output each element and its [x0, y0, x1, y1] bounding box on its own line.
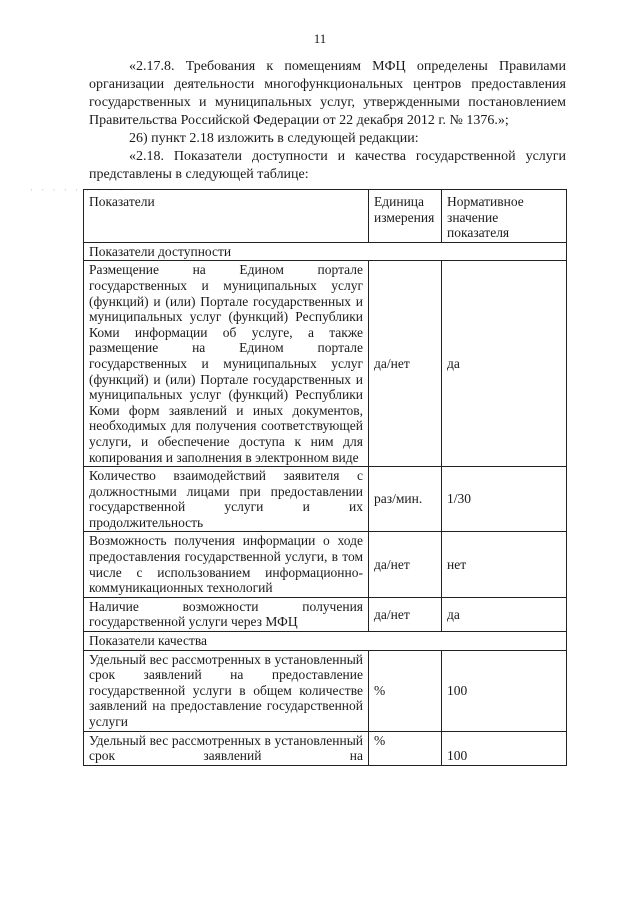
- indicator-value: 100: [442, 731, 567, 765]
- indicator-name: Наличие возможности получения государственной услуги через МФЦ: [84, 597, 369, 631]
- indicators-table: [83, 189, 567, 766]
- indicator-unit: да/нет: [369, 261, 442, 467]
- indicator-name: Удельный вес рассмотренных в установленный срок заявлений на предоставление государственной услуги в общем количестве заявлений на предоставление государственной услуги: [84, 650, 369, 731]
- header-unit: Единица измерения: [369, 190, 442, 243]
- scan-artifact: · · · · · · · · ·: [30, 185, 126, 195]
- paragraph-2-18: «2.18. Показатели доступности и качества государственной услуги представлены в следующей таблице:: [89, 149, 566, 182]
- table-row: [84, 597, 567, 631]
- indicator-value: да: [442, 261, 567, 467]
- indicator-name: Размещение на Едином портале государственных и муниципальных услуг (функций) и (или) Портале государственных и муниципальных услуг (функций) Республики Коми информации об услуге, а также размещение на Едином портале государственных и муниципальных услуг (функций) и (или) Портале государственных и муниципальных услуг (функций) Республики Коми форм заявлений и иных документов, необходимых для получения соответствующей услуги, и обеспечение доступа к ним для копирования и заполнения в электронном виде: [84, 261, 369, 467]
- section-title-accessibility: Показатели доступности: [84, 242, 567, 261]
- indicator-value: да: [442, 597, 567, 631]
- page-number: 11: [313, 31, 327, 46]
- section-row-quality: [84, 632, 567, 651]
- section-row-accessibility: [84, 242, 567, 261]
- indicator-value: нет: [442, 532, 567, 597]
- indicator-value: 100: [442, 650, 567, 731]
- table-row: [84, 467, 567, 532]
- indicator-unit: %: [369, 731, 442, 765]
- indicator-name: Количество взаимодействий заявителя с должностными лицами при предоставлении государственной услуги и их продолжительность: [84, 467, 369, 532]
- indicator-name: Удельный вес рассмотренных в установленный срок заявлений на: [84, 731, 369, 765]
- indicator-unit: раз/мин.: [369, 467, 442, 532]
- indicator-unit: да/нет: [369, 597, 442, 631]
- table-header-row: [84, 190, 567, 243]
- section-title-quality: Показатели качества: [84, 632, 567, 651]
- indicator-value: 1/30: [442, 467, 567, 532]
- table-row: [84, 261, 567, 467]
- paragraph-item-26: 26) пункт 2.18 изложить в следующей редакции:: [129, 131, 419, 146]
- table-row: [84, 532, 567, 597]
- indicator-name: Возможность получения информации о ходе предоставления государственной услуги, в том числе с использованием информационно-коммуникационных технологий: [84, 532, 369, 597]
- table-row: [84, 650, 567, 731]
- indicator-unit: да/нет: [369, 532, 442, 597]
- indicator-unit: %: [369, 650, 442, 731]
- paragraph-2-17-8: «2.17.8. Требования к помещениям МФЦ определены Правилами организации деятельности многофункциональных центров предоставления государственных и муниципальных услуг, утвержденными постановлением Правительства Российской Федерации от 22 декабря 2012 г. № 1376.»;: [89, 59, 566, 128]
- header-norm-value: Нормативное значение показателя: [442, 190, 567, 243]
- table-row: [84, 731, 567, 765]
- header-indicators: Показатели: [84, 190, 369, 243]
